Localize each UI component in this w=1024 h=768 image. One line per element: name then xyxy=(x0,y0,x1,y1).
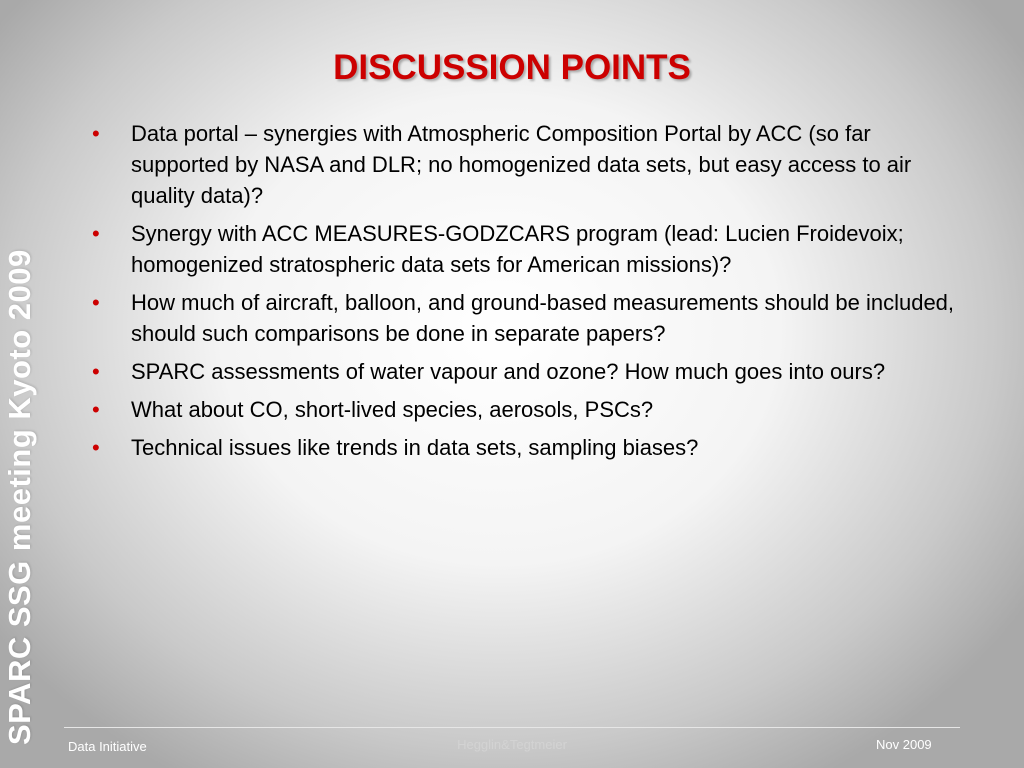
footer-right-text: Nov 2009 xyxy=(876,737,932,752)
bullet-item xyxy=(90,432,970,463)
bullet-text: Data portal – synergies with Atmospheric Composition Portal by ACC (so far supported by NASA and DLR; no homogenized data sets, but easy access to air quality data)? xyxy=(131,121,912,208)
bullet-text: SPARC assessments of water vapour and ozone? How much goes into ours? xyxy=(131,359,886,384)
bullet-item xyxy=(90,118,970,211)
bullet-item xyxy=(90,394,970,425)
bullet-list xyxy=(90,118,970,470)
slide-title: DISCUSSION POINTS xyxy=(333,48,691,87)
bullet-dot-icon: • xyxy=(92,221,100,246)
bullet-dot-icon: • xyxy=(92,397,100,422)
footer-left-text: Data Initiative xyxy=(68,739,147,754)
footer-center-text: Hegglin&Tegtmeier xyxy=(457,737,567,752)
bullet-text: How much of aircraft, balloon, and ground-based measurements should be included, should such comparisons be done in separate papers? xyxy=(131,290,955,346)
bullet-text: What about CO, short-lived species, aerosols, PSCs? xyxy=(131,397,654,422)
bullet-dot-icon: • xyxy=(92,121,100,146)
bullet-dot-icon: • xyxy=(92,290,100,315)
bullet-dot-icon: • xyxy=(92,435,100,460)
bullet-dot-icon: • xyxy=(92,359,100,384)
bullet-item xyxy=(90,287,970,349)
bullet-text: Technical issues like trends in data sets, sampling biases? xyxy=(131,435,699,460)
bullet-item xyxy=(90,356,970,387)
bullet-item xyxy=(90,218,970,280)
footer-divider xyxy=(64,727,960,728)
vertical-side-caption: SPARC SSG meeting Kyoto 2009 xyxy=(2,249,37,745)
bullet-text: Synergy with ACC MEASURES-GODZCARS program (lead: Lucien Froidevoix; homogenized stratospheric data sets for American missions)? xyxy=(131,221,904,277)
